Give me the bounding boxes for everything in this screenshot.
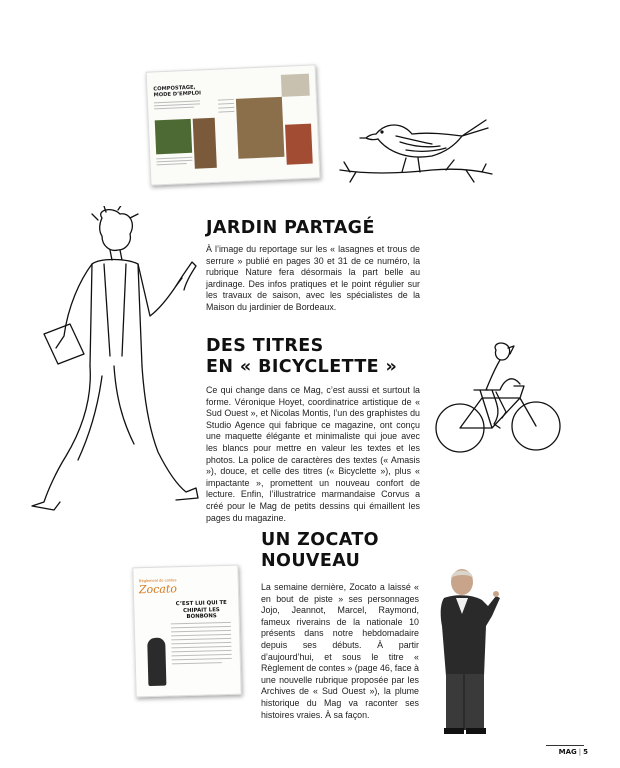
folio-rule	[546, 745, 584, 746]
thumbnail-headline: C’EST LUI QUI TE CHIPAIT LES BONBONS	[175, 599, 227, 621]
zocato-portrait-photo	[432, 566, 502, 736]
section-zocato-nouveau	[261, 530, 419, 721]
thumbnail-portrait	[147, 638, 166, 686]
cyclist-illustration	[434, 340, 564, 460]
thumbnail-title: COMPOSTAGE, MODE D’EMPLOI	[153, 84, 202, 99]
section-body: Ce qui change dans ce Mag, c’est aussi et surtout la forme. Véronique Hoyet, coordinatrice artistique de « Sud Ouest », et Nicolas Montis, l’un des graphistes du Studio Agence qui fabrique ce magazine, ont conçu une maquette élégante et minimaliste qui joue avec les blancs pour mettre en valeur les textes et les photos. La police de caractères des textes (« Amasis »), douce, et celle des titres (« Bicyclette »), plus « impactante », promettent un nouveau confort de lecture. Enfin, l’illustratrice marmandaise Corvus a créé pour le Mag de petits dessins qui émaillent les pages du magazine.	[206, 385, 420, 523]
section-heading: JARDIN PARTAGÉ	[206, 218, 375, 238]
section-titres-bicyclette	[206, 336, 420, 524]
section-body: À l’image du reportage sur les « lasagnes et trous de serrure » publié en pages 30 et 31 de ce numéro, la rubrique Nature fera désormais la part belle au jardinage. Des infos pratiques et le point régulier sur les travaux de saison, avec les spécialistes de la Maison du jardinier de Bordeaux.	[206, 244, 420, 312]
section-jardin-partage	[206, 218, 420, 314]
small-photo	[281, 74, 310, 97]
page-number: 5	[583, 748, 588, 756]
section-heading-line2: NOUVEAU	[261, 551, 361, 571]
bird-illustration	[336, 112, 496, 198]
page-folio: MAG | 5	[558, 748, 588, 756]
zocato-logo: Zocato	[138, 582, 178, 597]
section-heading-line1: DES TITRES	[206, 336, 324, 356]
zocato-article-thumbnail	[132, 565, 241, 698]
garden-photo	[155, 119, 192, 155]
thumbnail-kicker: Règlement de contes	[138, 577, 177, 584]
compost-photo	[236, 97, 285, 159]
flowers-photo	[285, 124, 313, 165]
folio-label: MAG	[558, 748, 577, 756]
compost-article-thumbnail	[146, 64, 321, 185]
section-body: La semaine dernière, Zocato a laissé « en bout de piste » ses personnages Jojo, Jeannot, Marcel, Raymond, fameux riverains de la nationale 10 présents dans notre hebdomadaire depuis ses débuts. À partir d’aujourd’hui, et sous le titre « Règlement de contes » (page 46, face à une nouvelle rubrique proposée par les Archives de « Sud Ouest »), la plume historique du Mag va raconter ses histoires vraies. À sa façon.	[261, 582, 419, 720]
soil-photo	[193, 118, 217, 169]
section-heading-line2: EN « BICYCLETTE »	[206, 357, 398, 377]
walking-man-illustration	[26, 206, 204, 516]
section-heading-line1: UN ZOCATO	[261, 530, 379, 550]
